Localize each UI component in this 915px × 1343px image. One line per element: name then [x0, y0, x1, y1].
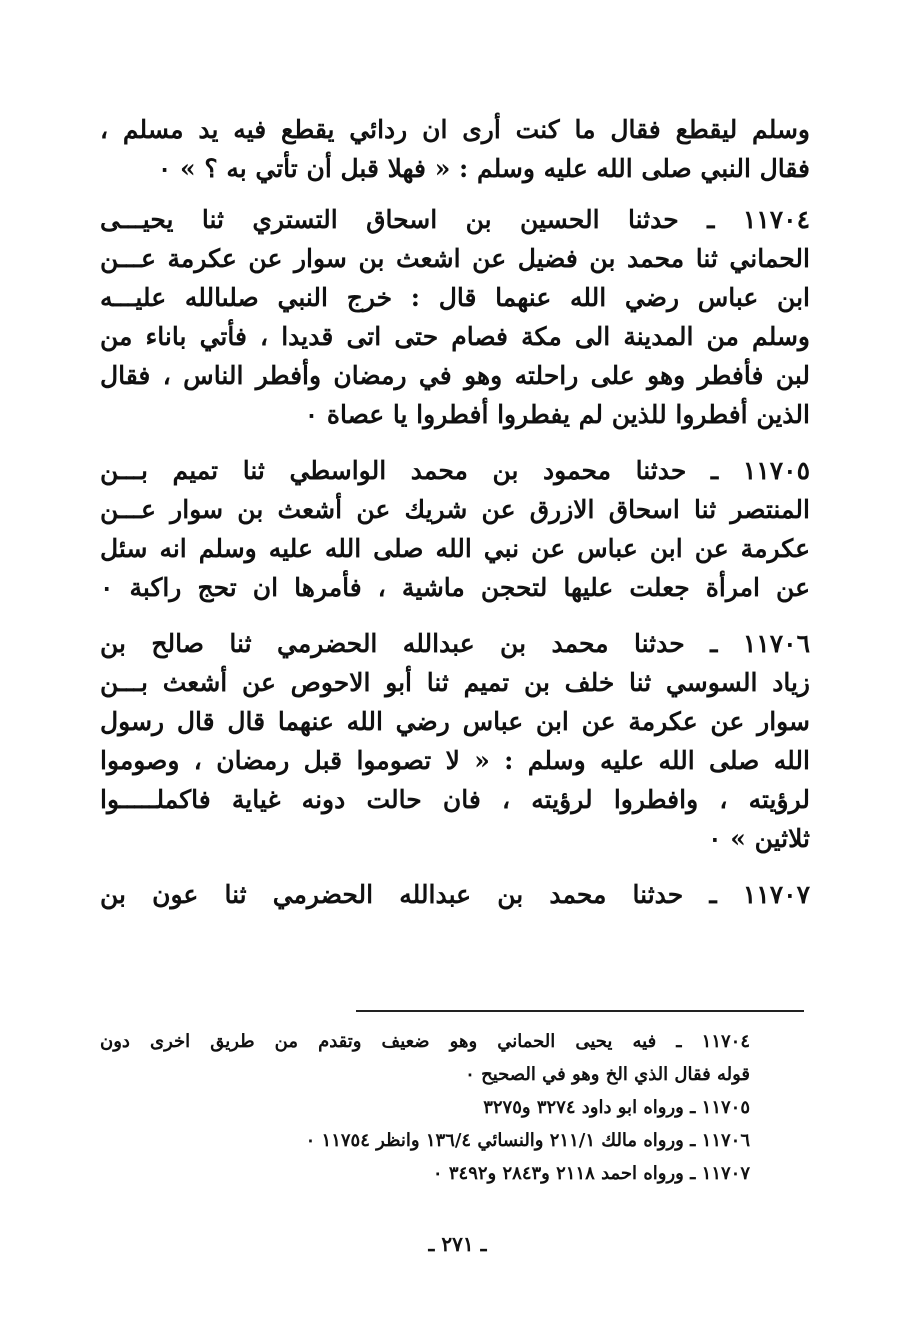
text-line: ١١٧٠٥ ـ حدثنا محمود بن محمد الواسطي ثنا تميم بـــن — [100, 456, 810, 485]
hadith-11705 — [100, 451, 810, 607]
text-line: فقال النبي صلى الله عليه وسلم : « فهلا قبل أن تأتي به ؟ » ٠ — [157, 154, 810, 183]
text-line: لبن فأفطر وهو على راحلته وهو في رمضان وأفطر الناس ، فقال — [100, 361, 810, 390]
main-text — [100, 110, 810, 931]
footnote-line: قوله فقال الذي الخ وهو في الصحيح ٠ — [465, 1064, 750, 1085]
text-line: عكرمة عن ابن عباس عن نبي الله صلى الله عليه وسلم انه سئل — [100, 534, 810, 563]
footnote-line: ١١٧٠٦ ـ ورواه مالك ٢١١/١ والنسائي ١٣٦/٤ وانظر ١١٧٥٤ ٠ — [305, 1130, 750, 1151]
text-line: ابن عباس رضي الله عنهما قال : خرج النبي صلىالله عليـــه — [100, 283, 810, 312]
paragraph-continuation — [100, 110, 810, 188]
text-line: لرؤيته ، وافطروا لرؤيته ، فان حالت دونه غياية فاكملـــــوا — [100, 785, 810, 814]
text-line: زياد السوسي ثنا خلف بن تميم ثنا أبو الاحوص عن أشعث بـــن — [100, 668, 810, 697]
text-line: وسلم ليقطع فقال ما كنت أرى ان ردائي يقطع فيه يد مسلم ، — [100, 115, 810, 144]
hadith-11707 — [100, 875, 810, 914]
text-line: عن امرأة جعلت عليها لتحجن ماشية ، فأمرها ان تحج راكبة ٠ — [100, 573, 810, 602]
hadith-11706 — [100, 624, 810, 858]
text-line: المنتصر ثنا اسحاق الازرق عن شريك عن أشعث بن سوار عـــن — [100, 495, 810, 524]
text-line: الله صلى الله عليه وسلم : « لا تصوموا قبل رمضان ، وصوموا — [100, 746, 810, 775]
footnote-line: ١١٧٠٥ ـ ورواه ابو داود ٣٢٧٤ و٣٢٧٥ — [483, 1097, 750, 1118]
text-line: ١١٧٠٦ ـ حدثنا محمد بن عبدالله الحضرمي ثنا صالح بن — [100, 629, 810, 658]
text-line: ١١٧٠٧ ـ حدثنا محمد بن عبدالله الحضرمي ثنا عون بن — [100, 880, 810, 909]
hadith-11704 — [100, 200, 810, 434]
text-line: ثلاثين » ٠ — [708, 824, 810, 853]
text-line: الحماني ثنا محمد بن فضيل عن اشعث بن سوار عن عكرمة عـــن — [100, 244, 810, 273]
page-number: ـ ٢٧١ ـ — [428, 1232, 487, 1256]
text-line: وسلم من المدينة الى مكة فصام حتى اتى قديدا ، فأتي باناء من — [100, 322, 810, 351]
footnote-line: ١١٧٠٤ ـ فيه يحيى الحماني وهو ضعيف وتقدم من طريق اخرى دون — [100, 1031, 750, 1052]
footnote-line: ١١٧٠٧ ـ ورواه احمد ٢١١٨ و٢٨٤٣ و٣٤٩٢ ٠ — [432, 1163, 750, 1184]
text-line: سوار عن عكرمة عن ابن عباس رضي الله عنهما قال قال رسول — [100, 707, 810, 736]
footnote-divider — [356, 1010, 804, 1012]
text-line: ١١٧٠٤ ـ حدثنا الحسين بن اسحاق التستري ثنا يحيـــى — [100, 205, 810, 234]
text-line: الذين أفطروا للذين لم يفطروا أفطروا يا عصاة ٠ — [304, 400, 810, 429]
footnotes — [100, 1025, 750, 1190]
